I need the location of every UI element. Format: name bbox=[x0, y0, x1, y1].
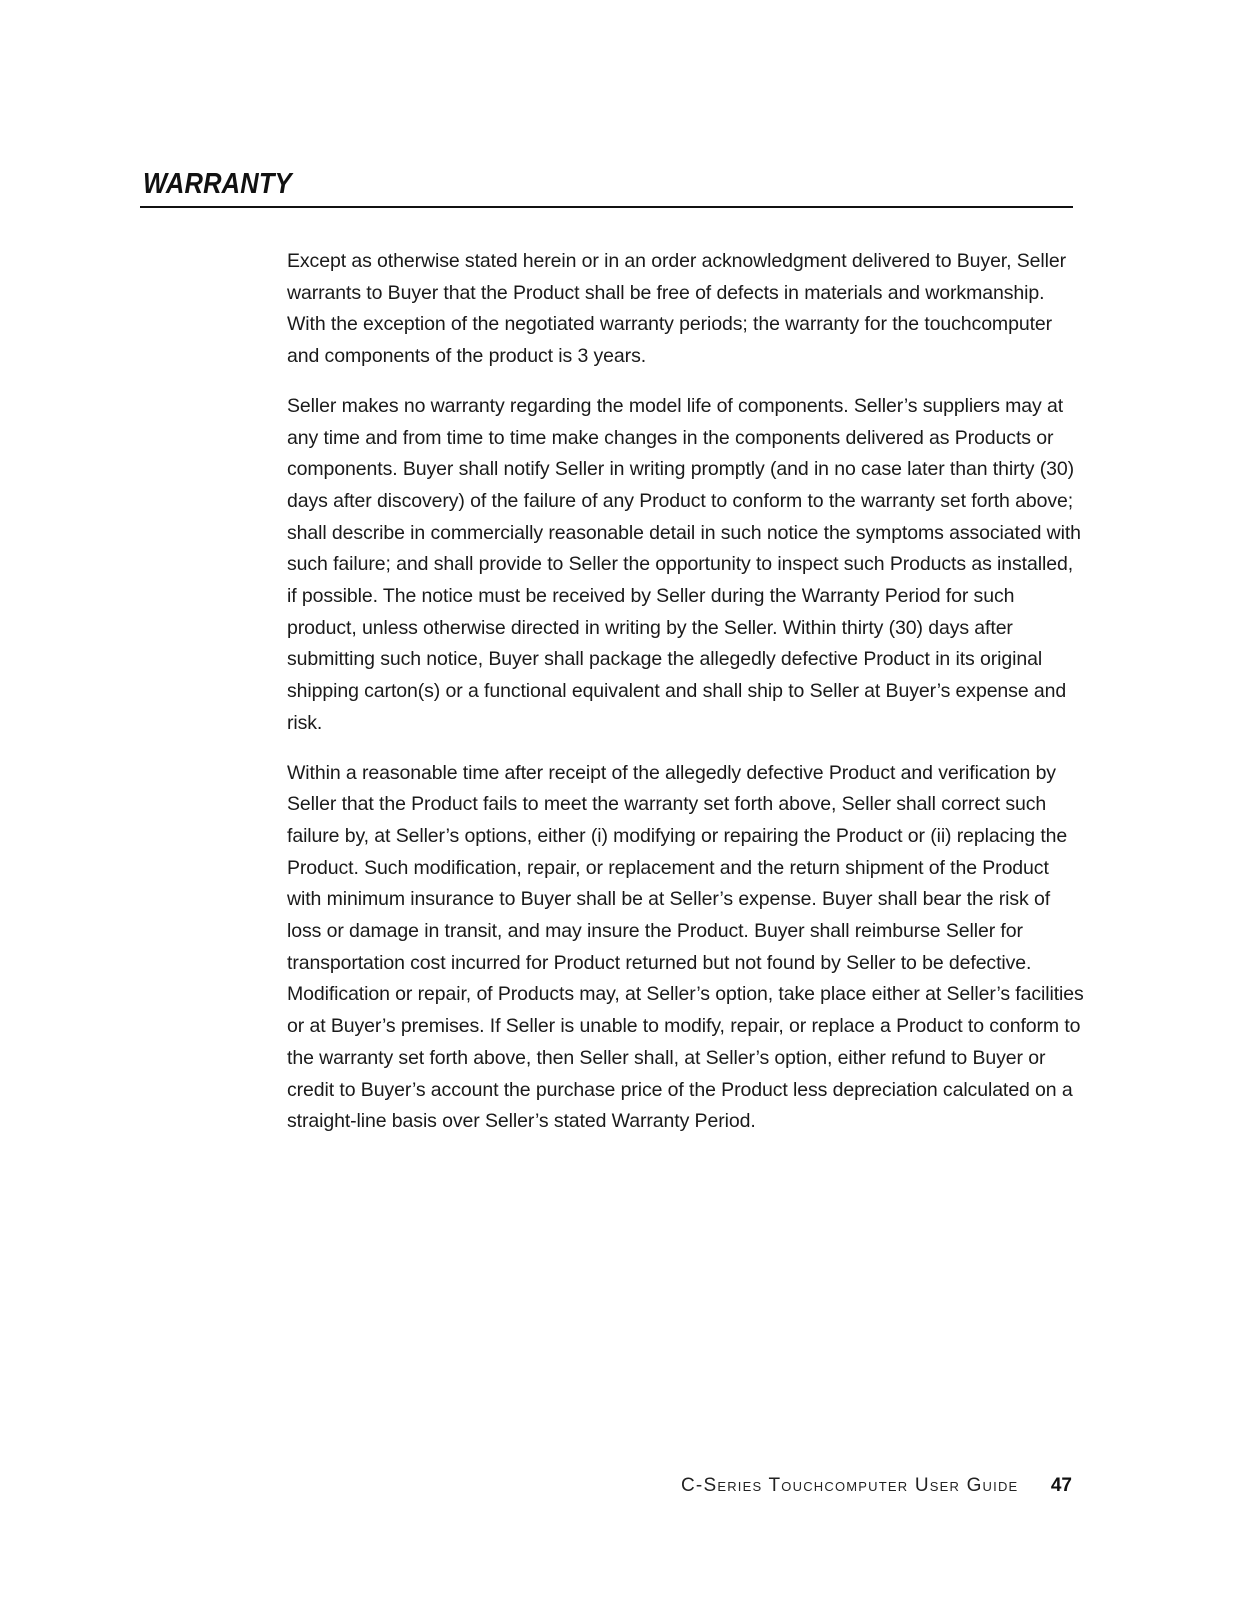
paragraph-warranty-terms: Except as otherwise stated herein or in an order acknowledgment delivered to Buyer, Seller warrants to Buyer that the Product shall be free of defects in materials and workmanship. With the exception of the negotiated warranty periods; the warranty for the touchcomputer and components of the product is 3 years. bbox=[287, 250, 1067, 368]
page-footer bbox=[600, 1475, 1072, 1499]
body-text bbox=[287, 246, 1087, 1156]
heading-divider bbox=[140, 206, 1073, 208]
paragraph-remedies: Within a reasonable time after receipt of the allegedly defective Product and verification by Seller that the Product fails to meet the warranty set forth above, Seller shall correct such failure by, at Seller’s options, either (i) modifying or repairing the Product or (ii) replacing the Product. Such modification, repair, or replacement and the return shipment of the Product with minimum insurance to Buyer shall be at Seller’s expense. Buyer shall bear the risk of loss or damage in transit, and may insure the Product. Buyer shall reimburse Seller for transportation cost incurred for Product returned but not found by Seller to be defective. Modification or repair, of Products may, at Seller’s option, take place either at Seller’s facilities or at Buyer’s premises. If Seller is unable to modify, repair, or replace a Product to conform to the warranty set forth above, then Seller shall, at Seller’s option, either refund to Buyer or credit to Buyer’s account the purchase price of the Product less depreciation calculated on a straight-line basis over Seller’s stated Warranty Period. bbox=[287, 761, 1084, 1133]
page-number: 47 bbox=[1050, 1475, 1072, 1496]
paragraph-notification-procedure: Seller makes no warranty regarding the model life of components. Seller’s suppliers may at any time and from time to time make changes in the components delivered as Products or components. Buyer shall notify Seller in writing promptly (and in no case later than thirty (30) days after discovery) of the failure of any Product to conform to the warranty set forth above; shall describe in commercially reasonable detail in such notice the symptoms associated with such failure; and shall provide to Seller the opportunity to inspect such Products as installed, if possible. The notice must be received by Seller during the Warranty Period for such product, unless otherwise directed in writing by the Seller. Within thirty (30) days after submitting such notice, Buyer shall package the allegedly defective Product in its original shipping carton(s) or a functional equivalent and shall ship to Seller at Buyer’s expense and risk. bbox=[287, 394, 1081, 734]
section-heading: WARRANTY bbox=[143, 168, 292, 200]
footer-guide-title: C-Series Touchcomputer User Guide bbox=[681, 1475, 1019, 1496]
